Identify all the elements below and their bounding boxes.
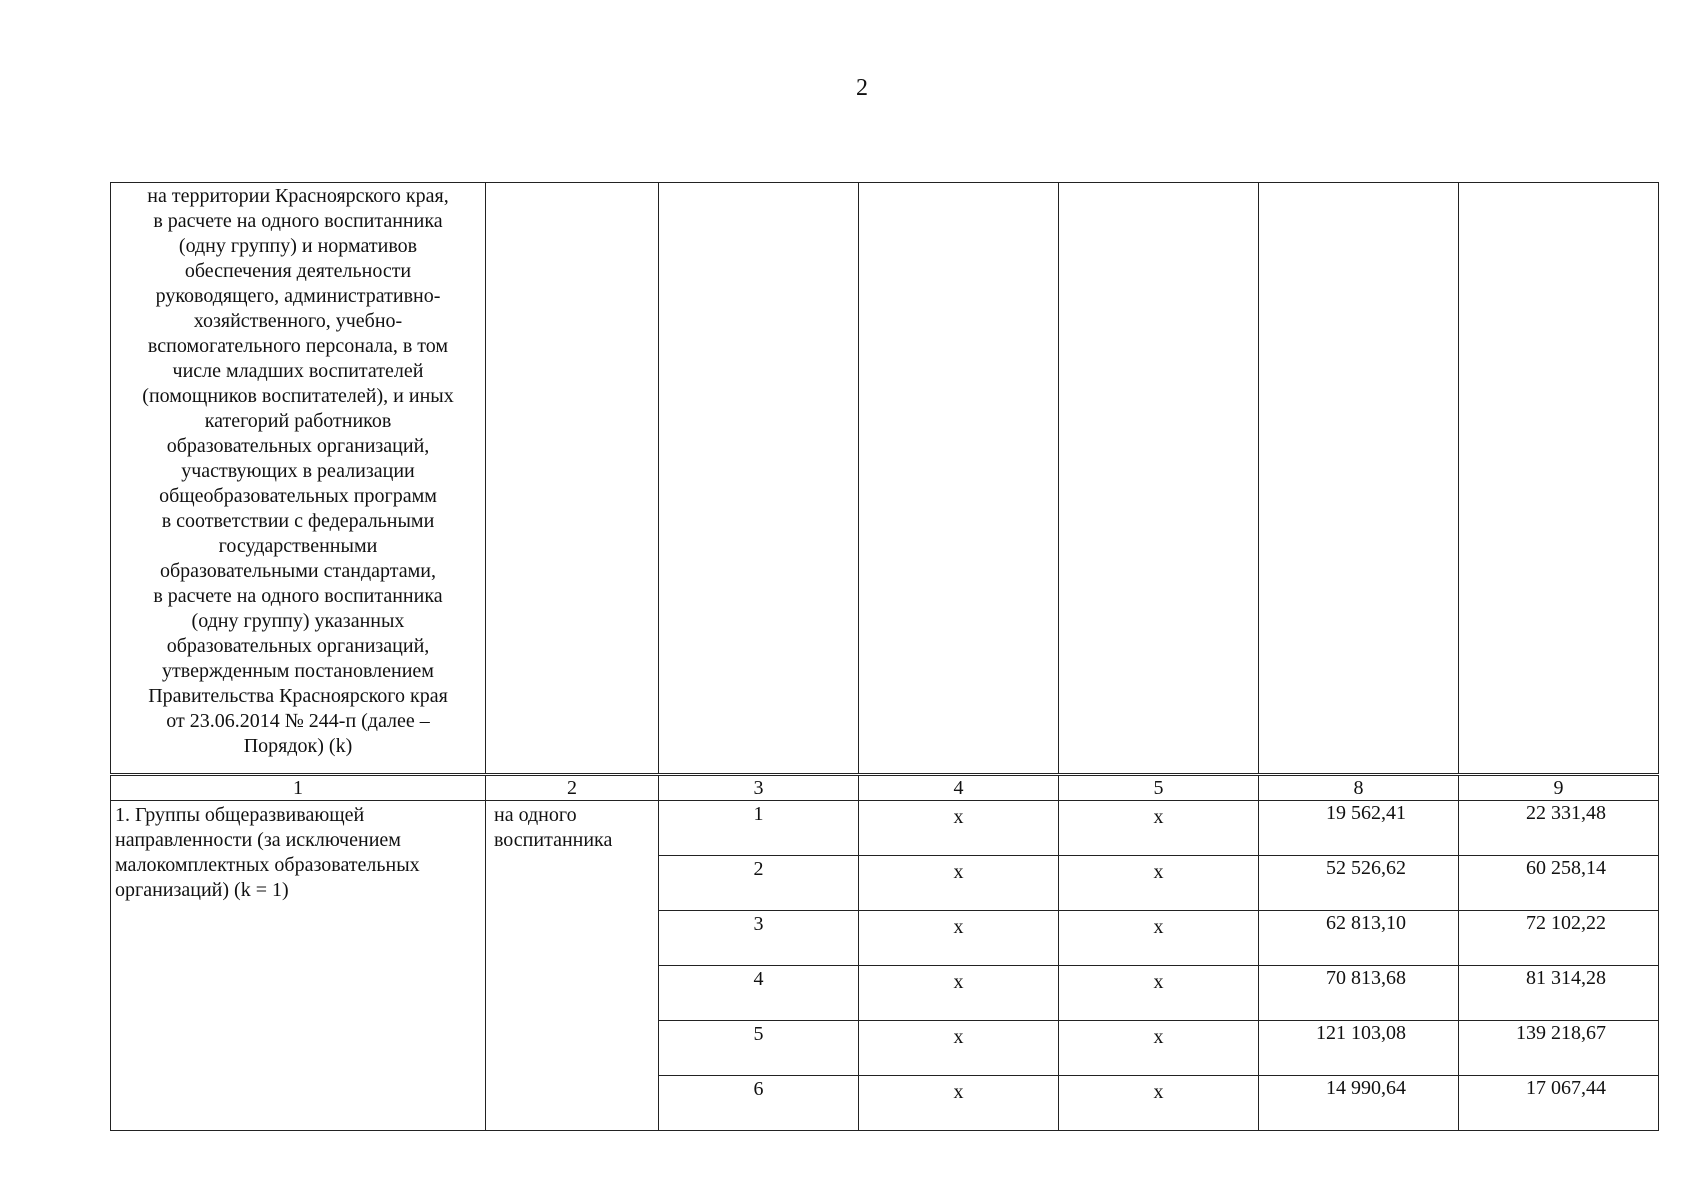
cell-col4: x [859,911,1059,966]
group-size-cell: 5 [659,1021,859,1076]
cell-col4: x [859,1076,1059,1131]
group-size-cell: 1 [659,801,859,856]
column-number-row [111,775,1659,801]
value-col9: 72 102,22 [1459,911,1659,966]
header-cell-9 [1459,183,1659,775]
cell-col5: x [1059,856,1259,911]
column-number: 8 [1259,775,1459,801]
header-cell-8 [1259,183,1459,775]
column-number: 2 [486,775,659,801]
cell-col4: x [859,966,1059,1021]
category-cell: 1. Группы общеразвивающей направленности (за исключением малокомплектных образовательных организаций) (k = 1) [111,801,486,1131]
header-cell-2 [486,183,659,775]
value-col9: 22 331,48 [1459,801,1659,856]
cell-col5: x [1059,966,1259,1021]
group-size-cell: 4 [659,966,859,1021]
value-col8: 52 526,62 [1259,856,1459,911]
cell-col5: x [1059,1076,1259,1131]
cell-col4: x [859,801,1059,856]
value-col9: 17 067,44 [1459,1076,1659,1131]
header-continuation-row [111,183,1659,775]
cell-col5: x [1059,1021,1259,1076]
header-cell-3 [659,183,859,775]
table-row [111,801,1659,856]
group-size-cell: 2 [659,856,859,911]
value-col8: 19 562,41 [1259,801,1459,856]
value-col8: 121 103,08 [1259,1021,1459,1076]
value-col8: 62 813,10 [1259,911,1459,966]
column-number: 5 [1059,775,1259,801]
column-number: 1 [111,775,486,801]
header-cell-description: на территории Красноярского края, в расчете на одного воспитанника (одну группу) и нормативов обеспечения деятельности руководящего, административно- хозяйственного, учебно- вспомогательного персонала, в том числе младших воспитателей (помощников воспитателей), и иных категорий работников образовательных организаций, участвующих в реализации общеобразовательных программ в соответствии с федеральными государственными образовательными стандартами, в расчете на одного воспитанника (одну группу) указанных образовательных организаций, утвержденным постановлением Правительства Красноярского края от 23.06.2014 № 244-п (далее – Порядок) (k) [111,183,486,775]
page-number: 2 [856,75,868,101]
value-col9: 60 258,14 [1459,856,1659,911]
cell-col4: x [859,1021,1059,1076]
column-number: 4 [859,775,1059,801]
norms-table [110,182,1659,1131]
value-col8: 14 990,64 [1259,1076,1459,1131]
cell-col4: x [859,856,1059,911]
group-size-cell: 3 [659,911,859,966]
header-cell-4 [859,183,1059,775]
value-col9: 81 314,28 [1459,966,1659,1021]
value-col8: 70 813,68 [1259,966,1459,1021]
column-number: 3 [659,775,859,801]
header-cell-5 [1059,183,1259,775]
column-number: 9 [1459,775,1659,801]
value-col9: 139 218,67 [1459,1021,1659,1076]
unit-cell: на одного воспитанника [486,801,659,1131]
group-size-cell: 6 [659,1076,859,1131]
cell-col5: x [1059,911,1259,966]
cell-col5: x [1059,801,1259,856]
